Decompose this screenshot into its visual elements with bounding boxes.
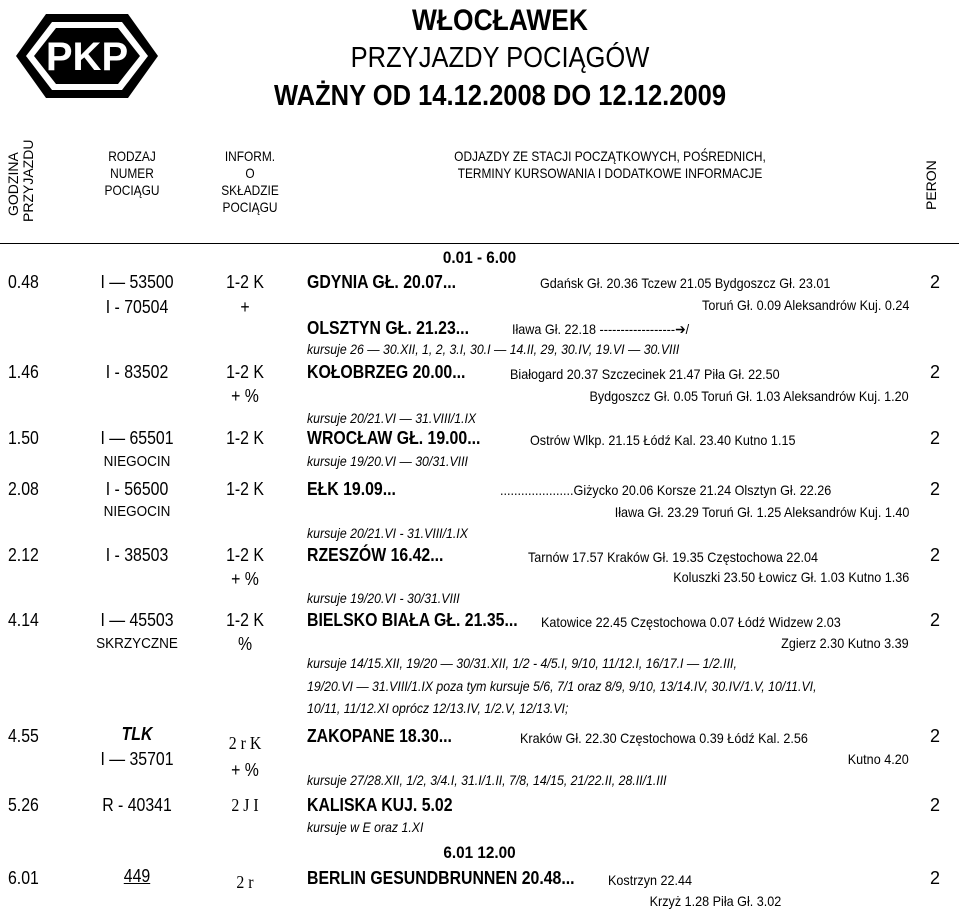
platform-number: 2	[930, 545, 941, 565]
train-symbols: + %	[231, 760, 259, 780]
col-train-line1: RODZAJ	[108, 148, 156, 164]
origin-label: BERLIN GESUNDBRUNNEN 20.48	[307, 868, 562, 888]
running-days: kursuje 14/15.XII, 19/20 — 30/31.XII, 1/2 - 4/5.I, 9/10, 11/12.I, 16/17.I — 1/2.III,	[307, 655, 737, 671]
section-morning-label: 6.01 12.00	[443, 843, 516, 862]
origin-label: GDYNIA GŁ. 20.07	[307, 272, 443, 292]
via-stations-2: Iława Gł. 23.29 Toruń Gł. 1.25 Aleksandrów Kuj. 1.40	[614, 504, 909, 520]
origin-station: KALISKA KUJ. 5.02	[307, 795, 453, 815]
train-class: 2 r K	[228, 733, 262, 753]
col-platform-label: PERON	[923, 160, 939, 210]
col-route-line1: ODJAZDY ZE STACJI POCZĄTKOWYCH, POŚREDNICH,	[454, 148, 766, 164]
train-symbols: %	[237, 634, 253, 654]
platform-number: 2	[930, 610, 941, 630]
origin-station	[307, 362, 465, 383]
platform-number: 2	[930, 795, 941, 815]
train-number-link[interactable]: 449	[123, 866, 151, 886]
col-info-line3: SKŁADZIE	[221, 182, 279, 198]
train-number: I - 38503	[105, 545, 169, 565]
train-class: 2 r	[236, 872, 254, 892]
train-symbols: + %	[231, 569, 259, 589]
arrival-time: 1.46	[8, 362, 39, 382]
via-stations: Białogard 20.37 Szczecinek 21.47 Piła Gł. 22.50	[510, 366, 780, 382]
platform-number: 2	[930, 362, 941, 382]
train-number: I — 35701	[100, 749, 174, 769]
origin-station	[307, 726, 452, 747]
train-class: 2 J I	[231, 795, 259, 815]
origin-station	[307, 272, 456, 293]
train-class: 1-2 K	[226, 545, 264, 565]
arrival-time: 5.26	[8, 795, 39, 815]
train-name: NIEGOCIN	[103, 503, 171, 520]
running-days: kursuje 26 — 30.XII, 1, 2, 3.I, 30.I — 14.II, 29, 30.IV, 19.VI — 30.VIII	[307, 341, 680, 357]
arrival-time: 4.55	[8, 726, 39, 746]
train-class: 1-2 K	[226, 428, 264, 448]
running-days: kursuje 19/20.VI — 30/31.VIII	[307, 453, 468, 469]
running-days: kursuje w E oraz 1.XI	[307, 819, 424, 835]
via-stations: Gdańsk Gł. 20.36 Tczew 21.05 Bydgoszcz Gł. 23.01	[540, 275, 831, 291]
origin-label: WROCŁAW GŁ. 19.00	[307, 428, 468, 448]
train-class: 1-2 K	[226, 479, 264, 499]
platform-number: 2	[930, 272, 941, 292]
col-route-header	[415, 148, 806, 182]
arrival-time: 1.50	[8, 428, 39, 448]
dots: ...	[467, 428, 481, 448]
via-stations-3	[512, 321, 689, 338]
page-subtitle: PRZYJAZDY POCIĄGÓW	[350, 42, 650, 74]
origin-station	[307, 545, 443, 566]
via-stations-2: Zgierz 2.30 Kutno 3.39	[781, 635, 909, 651]
origin-label-2: OLSZTYN GŁ. 21.23	[307, 318, 456, 338]
arrival-time: 4.14	[8, 610, 39, 630]
dots: ...	[442, 272, 457, 292]
origin-label: BIELSKO BIAŁA GŁ. 21.35	[307, 610, 505, 630]
train-symbols: +	[240, 297, 250, 317]
running-days-3: 10/11, 11/12.XI oprócz 12/13.IV, 1/2.V, 12/13.VI;	[307, 700, 569, 716]
platform-number: 2	[930, 726, 941, 746]
arrow-icon: ➔	[675, 321, 686, 337]
origin-station	[307, 479, 396, 500]
origin-label: KOŁOBRZEG 20.00	[307, 362, 453, 382]
running-days: kursuje 20/21.VI — 31.VIII/1.IX	[307, 410, 477, 426]
train-number: I - 83502	[105, 362, 169, 382]
via-stations: Kraków Gł. 22.30 Częstochowa 0.39 Łódź Kal. 2.56	[520, 730, 808, 746]
dots: ...	[382, 479, 396, 499]
train-class: 1-2 K	[226, 610, 264, 630]
dots: ...	[561, 868, 575, 888]
origin-station	[307, 428, 480, 449]
page-title: WŁOCŁAWEK	[412, 4, 588, 37]
section-morning	[48, 843, 911, 863]
train-number: I — 45503	[100, 610, 174, 630]
origin-station	[307, 610, 518, 631]
train-number: I - 56500	[105, 479, 169, 499]
via-stations-2: Koluszki 23.50 Łowicz Gł. 1.03 Kutno 1.36	[672, 569, 909, 585]
origin-label: EŁK 19.09	[307, 479, 383, 499]
origin-station-2	[307, 318, 469, 339]
train-class: 1-2 K	[226, 272, 264, 292]
col-platform-header	[924, 160, 946, 210]
col-info-line1: INFORM.	[224, 148, 276, 164]
via-stations-2: Kutno 4.20	[848, 751, 909, 767]
col-hour-header	[5, 139, 42, 222]
train-number: R - 40341	[102, 795, 172, 815]
origin-label: ZAKOPANE 18.30	[307, 726, 439, 746]
train-name: NIEGOCIN	[103, 453, 171, 470]
via-stations-2: Toruń Gł. 0.09 Aleksandrów Kuj. 0.24	[701, 297, 909, 313]
via-stations: Tarnów 17.57 Kraków Gł. 19.35 Częstochowa 22.04	[528, 549, 818, 565]
train-category: TLK	[121, 724, 153, 744]
origin-label: RZESZÓW 16.42	[307, 545, 431, 565]
via-stations	[500, 482, 831, 498]
col-train-header	[90, 148, 175, 199]
via-dots: .....................	[500, 482, 574, 498]
dots: ...	[455, 318, 469, 338]
train-name: SKRZYCZNE	[96, 635, 178, 652]
dots: ...	[438, 726, 452, 746]
dots: ...	[430, 545, 444, 565]
dots: ...	[452, 362, 466, 382]
train-number: I — 65501	[100, 428, 174, 448]
train-class: 1-2 K	[226, 362, 264, 382]
platform-number: 2	[930, 479, 941, 499]
via-stations-2: Bydgoszcz Gł. 0.05 Toruń Gł. 1.03 Aleksandrów Kuj. 1.20	[589, 388, 909, 404]
train-symbols: + %	[231, 386, 259, 406]
train-number-alt: I - 70504	[105, 297, 169, 317]
col-info-header	[212, 148, 289, 216]
arrival-time: 2.08	[8, 479, 39, 499]
via-stations: Kostrzyn 22.44	[608, 872, 693, 888]
arrival-time: 2.12	[8, 545, 39, 565]
running-days: kursuje 27/28.XII, 1/2, 3/4.I, 31.I/1.II, 7/8, 14/15, 21/22.II, 28.II/1.III	[307, 772, 667, 788]
slash: /	[685, 321, 690, 337]
via-stations: Ostrów Wlkp. 21.15 Łódź Kal. 23.40 Kutno 1.15	[530, 432, 796, 448]
running-days: kursuje 19/20.VI - 30/31.VIII	[307, 590, 460, 606]
platform-number: 2	[930, 868, 941, 888]
col-hour-line2: PRZYJAZDU	[20, 139, 36, 222]
via-text: Iława Gł. 22.18 ------------------	[512, 321, 676, 337]
origin-station	[307, 868, 575, 889]
platform-number: 2	[930, 428, 941, 448]
col-hour-line1: GODZINA	[5, 152, 21, 216]
via-text: Giżycko 20.06 Korsze 21.24 Olsztyn Gł. 22.26	[573, 482, 832, 498]
col-train-line3: POCIĄGU	[104, 182, 160, 198]
train-number: I — 53500	[100, 272, 174, 292]
col-info-line2: O	[245, 165, 255, 181]
dots: ...	[504, 610, 518, 630]
via-stations: Katowice 22.45 Częstochowa 0.07 Łódź Widzew 2.03	[541, 614, 841, 630]
arrival-time: 0.48	[8, 272, 39, 292]
arrival-time: 6.01	[8, 868, 39, 888]
col-train-line2: NUMER	[110, 165, 154, 181]
via-stations-2: Krzyż 1.28 Piła Gł. 3.02	[649, 893, 781, 909]
pkp-logo	[12, 10, 162, 102]
col-info-line4: POCIĄGU	[222, 199, 278, 215]
header-divider	[0, 243, 959, 244]
col-route-line2: TERMINY KURSOWANIA I DODATKOWE INFORMACJE	[457, 165, 763, 181]
validity-period: WAŻNY OD 14.12.2008 DO 12.12.2009	[273, 80, 727, 112]
running-days-2: 19/20.VI — 31.VIII/1.IX poza tym kursuje 5/6, 7/1 oraz 8/9, 9/10, 13/14.IV, 30.IV/1.V, 10/11.VI,	[307, 678, 817, 694]
pkp-logo-text: PKP	[45, 35, 129, 79]
running-days: kursuje 20/21.VI - 31.VIII/1.IX	[307, 525, 468, 541]
section-night: 0.01 - 6.00	[442, 248, 517, 267]
